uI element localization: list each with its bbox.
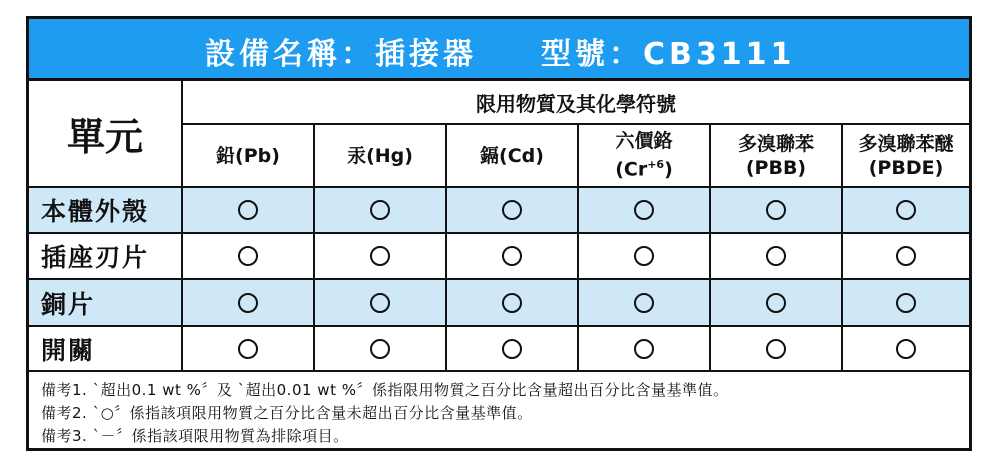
compliant-circle-mark <box>896 339 916 359</box>
compliant-circle-mark <box>896 293 916 313</box>
column-header-cadmium: 鎘(Cd) <box>480 144 544 167</box>
mark-cell <box>711 234 841 278</box>
mark-cell <box>183 327 313 370</box>
mark-cell <box>183 234 313 278</box>
compliant-circle-mark <box>766 339 786 359</box>
mark-cell <box>579 188 709 232</box>
compliant-circle-mark <box>634 293 654 313</box>
note-2: 備考2. ˋ○〞係指該項限用物質之百分比含量未超出百分比含量基準值。 <box>41 404 533 422</box>
mark-cell <box>315 234 445 278</box>
compliant-circle-mark <box>634 246 654 266</box>
compliant-circle-mark <box>502 293 522 313</box>
compliant-circle-mark <box>634 339 654 359</box>
compliant-circle-mark <box>766 246 786 266</box>
compliant-circle-mark <box>502 339 522 359</box>
title-bar <box>29 19 969 81</box>
note-1: 備考1. ˋ超出0.1 wt %〞及 ˋ超出0.01 wt %〞係指限用物質之百分比含量超出百分比含量基準值。 <box>41 381 729 399</box>
compliant-circle-mark <box>896 246 916 266</box>
mark-cell <box>843 327 969 370</box>
compliant-circle-mark <box>502 246 522 266</box>
compliant-circle-mark <box>238 293 258 313</box>
compliant-circle-mark <box>634 200 654 220</box>
mark-cell <box>843 234 969 278</box>
row-label-copper-strip: 銅片 <box>41 289 96 319</box>
compliant-circle-mark <box>766 293 786 313</box>
row-label-socket-blade: 插座刃片 <box>41 243 150 272</box>
mark-cell <box>183 280 313 325</box>
compliant-circle-mark <box>370 293 390 313</box>
mark-cell <box>843 280 969 325</box>
row-label-body-housing: 本體外殼 <box>41 197 150 226</box>
compliant-circle-mark <box>238 339 258 359</box>
mark-cell <box>315 327 445 370</box>
column-header-pbde: 多溴聯苯醚 (PBDE) <box>858 132 954 179</box>
compliant-circle-mark <box>238 246 258 266</box>
mark-cell <box>447 188 577 232</box>
compliant-circle-mark <box>370 200 390 220</box>
compliant-circle-mark <box>896 200 916 220</box>
mark-cell <box>711 327 841 370</box>
compliant-circle-mark <box>766 200 786 220</box>
mark-cell <box>579 327 709 370</box>
compliant-circle-mark <box>370 246 390 266</box>
model-number-label: 型號：CB3111 <box>541 37 796 72</box>
column-header-lead: 鉛(Pb) <box>216 144 280 167</box>
column-header-mercury: 汞(Hg) <box>347 144 413 167</box>
mark-cell <box>579 280 709 325</box>
note-3: 備考3. ˋ－〞係指該項限用物質為排除項目。 <box>41 427 349 445</box>
mark-cell <box>447 327 577 370</box>
mark-cell <box>711 188 841 232</box>
column-header-hexavalent-chromium: 六價鉻 $(Cr^{+6})$ <box>615 130 673 181</box>
compliant-circle-mark <box>502 200 522 220</box>
mark-cell <box>579 234 709 278</box>
rohs-declaration-table <box>26 16 972 451</box>
unit-header: 單元 <box>66 115 143 159</box>
mark-cell <box>843 188 969 232</box>
column-header-pbb: 多溴聯苯 (PBB) <box>737 132 814 179</box>
mark-cell <box>315 280 445 325</box>
mark-cell <box>711 280 841 325</box>
mark-cell <box>447 234 577 278</box>
mark-cell <box>183 188 313 232</box>
restricted-substances-header: 限用物質及其化學符號 <box>476 91 676 116</box>
compliant-circle-mark <box>370 339 390 359</box>
row-label-switch: 開關 <box>41 335 96 365</box>
compliant-circle-mark <box>238 200 258 220</box>
equipment-name-label: 設備名稱：插接器 <box>205 37 477 72</box>
mark-cell <box>447 280 577 325</box>
mark-cell <box>315 188 445 232</box>
